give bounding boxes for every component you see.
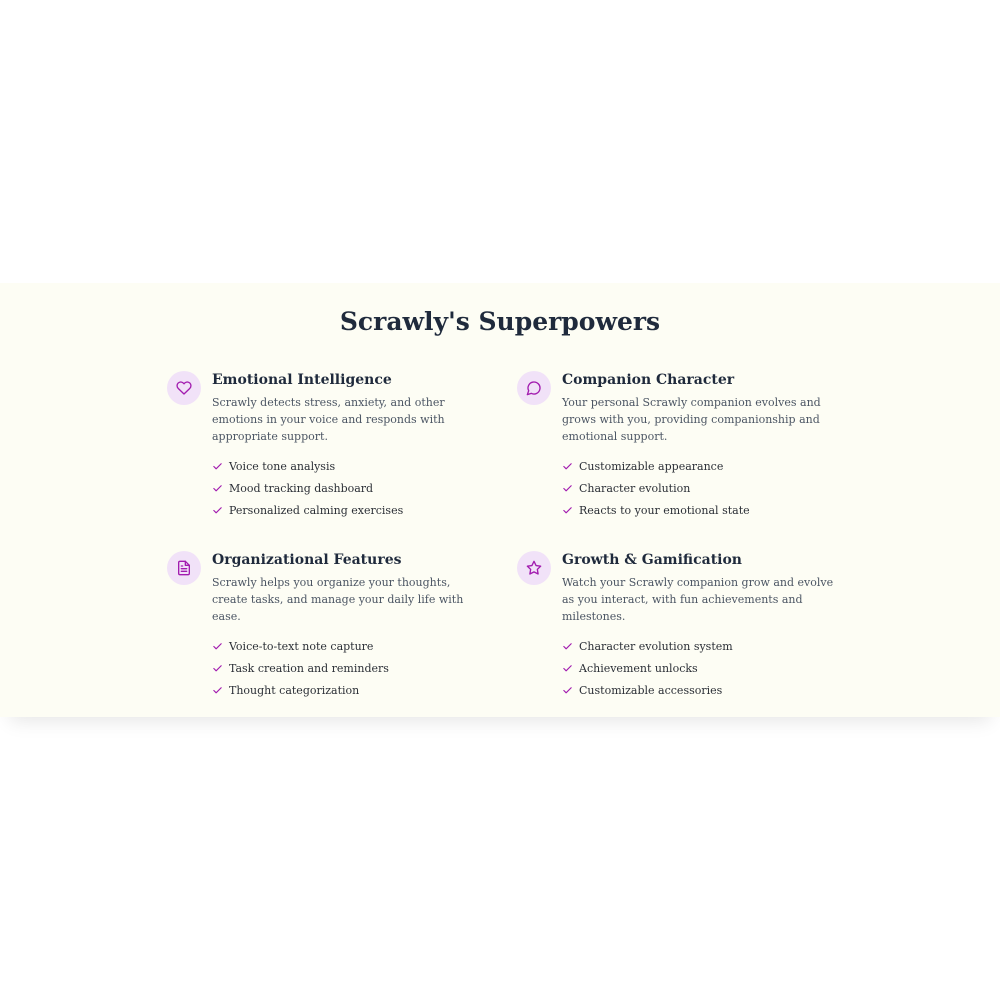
check-icon <box>562 461 573 472</box>
card-title: Emotional Intelligence <box>212 372 392 388</box>
feature-label: Personalized calming exercises <box>229 503 404 517</box>
card-description: Scrawly detects stress, anxiety, and other emotions in your voice and responds with appropriate support. <box>212 396 445 443</box>
card-title: Growth & Gamification <box>562 552 742 568</box>
star-icon <box>517 551 551 585</box>
feature-label: Voice tone analysis <box>229 459 336 473</box>
feature-list <box>212 635 497 701</box>
feature-list <box>562 455 847 521</box>
feature-label: Character evolution system <box>579 639 733 653</box>
feature-item <box>562 477 847 499</box>
card-title: Organizational Features <box>212 552 402 568</box>
check-icon <box>212 663 223 674</box>
feature-label: Thought categorization <box>229 683 360 697</box>
feature-label: Mood tracking dashboard <box>229 481 374 495</box>
check-icon <box>212 483 223 494</box>
card-description: Scrawly helps you organize your thoughts, create tasks, and manage your daily life with ease. <box>212 576 464 623</box>
feature-item <box>212 635 497 657</box>
card-description: Your personal Scrawly companion evolves and grows with you, providing companionship and emotional support. <box>562 396 821 443</box>
feature-item <box>212 499 497 521</box>
feature-item <box>562 455 847 477</box>
check-icon <box>562 505 573 516</box>
feature-item <box>562 657 847 679</box>
check-icon <box>562 663 573 674</box>
check-icon <box>212 685 223 696</box>
check-icon <box>212 505 223 516</box>
feature-label: Character evolution <box>579 481 691 495</box>
heart-icon <box>167 371 201 405</box>
feature-item <box>212 679 497 701</box>
feature-item <box>562 679 847 701</box>
feature-item <box>212 455 497 477</box>
message-circle-icon <box>517 371 551 405</box>
check-icon <box>212 461 223 472</box>
card-title: Companion Character <box>562 372 735 388</box>
feature-label: Achievement unlocks <box>579 661 698 675</box>
feature-label: Customizable accessories <box>579 683 723 697</box>
feature-list <box>562 635 847 701</box>
superpowers-section <box>0 283 1000 717</box>
check-icon <box>562 483 573 494</box>
feature-label: Task creation and reminders <box>229 661 389 675</box>
feature-label: Customizable appearance <box>579 459 724 473</box>
document-icon <box>167 551 201 585</box>
feature-label: Reacts to your emotional state <box>579 503 750 517</box>
feature-item <box>212 477 497 499</box>
feature-item <box>212 657 497 679</box>
check-icon <box>562 641 573 652</box>
card-description: Watch your Scrawly companion grow and evolve as you interact, with fun achievements and milestones. <box>562 576 834 623</box>
feature-list <box>212 455 497 521</box>
feature-item <box>562 635 847 657</box>
feature-label: Voice-to-text note capture <box>229 639 374 653</box>
check-icon <box>212 641 223 652</box>
section-title: Scrawly's Superpowers <box>339 307 661 336</box>
feature-item <box>562 499 847 521</box>
check-icon <box>562 685 573 696</box>
